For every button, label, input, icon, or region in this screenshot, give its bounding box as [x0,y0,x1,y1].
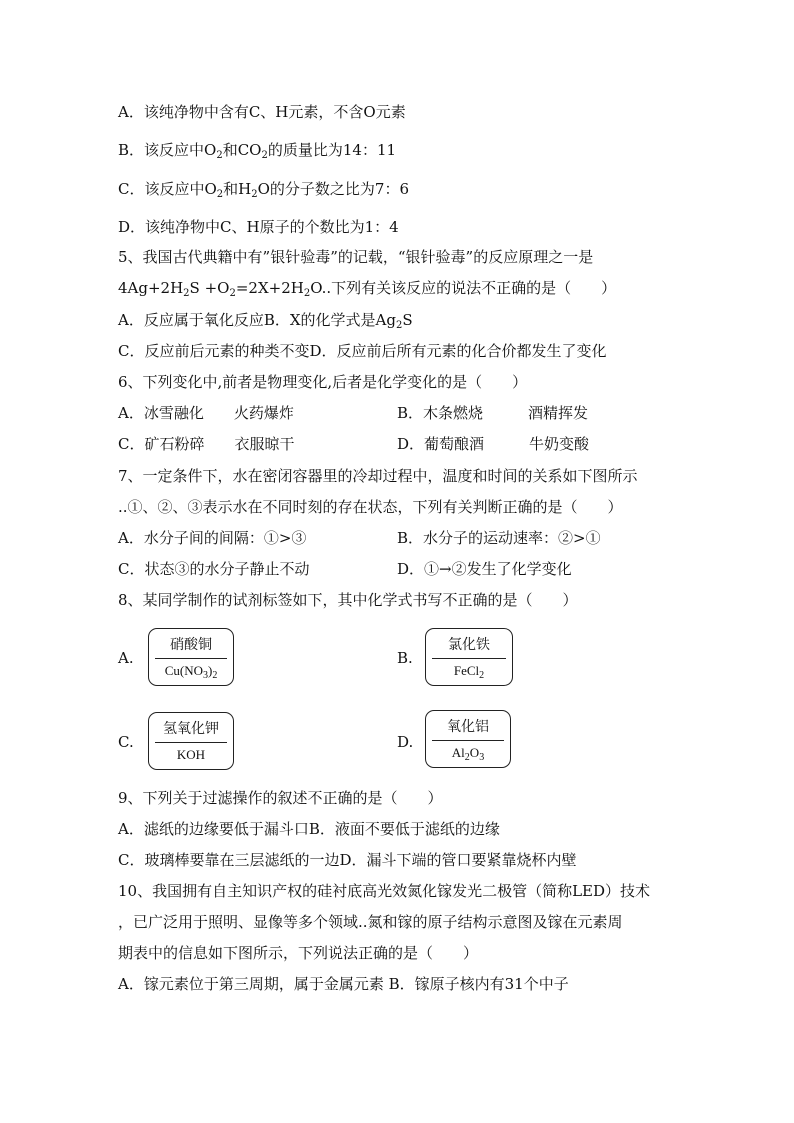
q8-option-a-letter: A. [118,649,134,667]
q5-stem-equation: $4Ag+2H_2S +O_2=2X+2H_2O$..下列有关该反应的说法不正确的是（ ） [118,279,617,299]
q7-stem-line1: 7、一定条件下，水在密闭容器里的冷却过程中，温度和时间的关系如下图所示 [118,467,638,485]
q5-options-ab: A．反应属于氧化反应B．X的化学式是$Ag_2S$ [118,311,413,331]
q9-stem: 9、下列关于过滤操作的叙述不正确的是（ ） [118,789,443,807]
q8-option-d-letter: D. [397,733,414,751]
label-divider [432,658,506,659]
q10-stem-line2: ，已广泛用于照明、显像等多个领域..氮和镓的原子结构示意图及镓在元素周 [118,913,623,931]
q10-stem-line3: 期表中的信息如下图所示，下列说法正确的是（ ） [118,944,479,962]
reagent-formula: $Al_2O_3$ [451,744,485,763]
q7-option-b: B．水分子的运动速率：②>① [397,529,601,547]
q6-option-a: A．冰雪融化 火药爆炸 [118,404,294,422]
reagent-name: 氧化铝 [447,718,489,735]
q7-option-c: C．状态③的水分子静止不动 [118,560,310,578]
q5-options-cd: C．反应前后元素的种类不变D．反应前后所有元素的化合价都发生了变化 [118,342,607,360]
reagent-name: 硝酸铜 [170,636,212,653]
q4-option-a: A．该纯净物中含有C、H元素，不含O元素 [118,103,406,121]
q9-options-cd: C．玻璃棒要靠在三层滤纸的一边D．漏斗下端的管口要紧靠烧杯内壁 [118,851,577,869]
q6-option-b: B．木条燃烧 酒精挥发 [397,404,589,422]
q7-stem-line2: ..①、②、③表示水在不同时刻的存在状态，下列有关判断正确的是（ ） [118,498,623,516]
q8-reagent-label-c [148,712,234,770]
q6-option-c: C．矿石粉碎 衣服晾干 [118,435,295,453]
q7-option-d: D．①→②发生了化学变化 [397,560,572,578]
q5-stem-line1: 5、我国古代典籍中有”银针验毒”的记载，“银针验毒”的反应原理之一是 [118,248,594,266]
label-divider [432,740,504,741]
reagent-name: 氢氧化钾 [163,720,219,737]
reagent-name: 氯化铁 [448,636,490,653]
q4-option-b: B．该反应中$O_2$和$CO_2$的质量比为14：11 [118,141,397,161]
q8-reagent-label-d [425,710,511,768]
q6-stem: 6、下列变化中,前者是物理变化,后者是化学变化的是（ ） [118,373,528,391]
q8-reagent-label-a [148,628,234,686]
q10-stem-line1: 10、我国拥有自主知识产权的硅衬底高光效氮化镓发光二极管（简称LED）技术 [118,882,651,900]
q8-reagent-label-b [425,628,513,686]
q8-option-b-letter: B. [397,649,413,667]
reagent-formula: $Cu(NO_3)_2$ [164,662,218,681]
label-divider [155,658,227,659]
q4-option-d: D．该纯净物中C、H原子的个数比为1：4 [118,218,399,236]
q8-stem: 8、某同学制作的试剂标签如下，其中化学式书写不正确的是（ ） [118,591,578,609]
reagent-formula: KOH [176,746,206,762]
q7-option-a: A．水分子间的间隔：①>③ [118,529,307,547]
q9-options-ab: A．滤纸的边缘要低于漏斗口B．液面不要低于滤纸的边缘 [118,820,500,838]
reagent-formula: FeCl$_2$ [453,662,485,681]
label-divider [155,742,227,743]
q6-option-d: D．葡萄酿酒 牛奶变酸 [397,435,590,453]
q4-option-c: C．该反应中$O_2$和$H_2O$的分子数之比为7：6 [118,180,410,200]
q10-options-ab: A．镓元素位于第三周期，属于金属元素 B．镓原子核内有31个中子 [118,975,569,993]
q8-option-c-letter: C. [118,733,134,751]
